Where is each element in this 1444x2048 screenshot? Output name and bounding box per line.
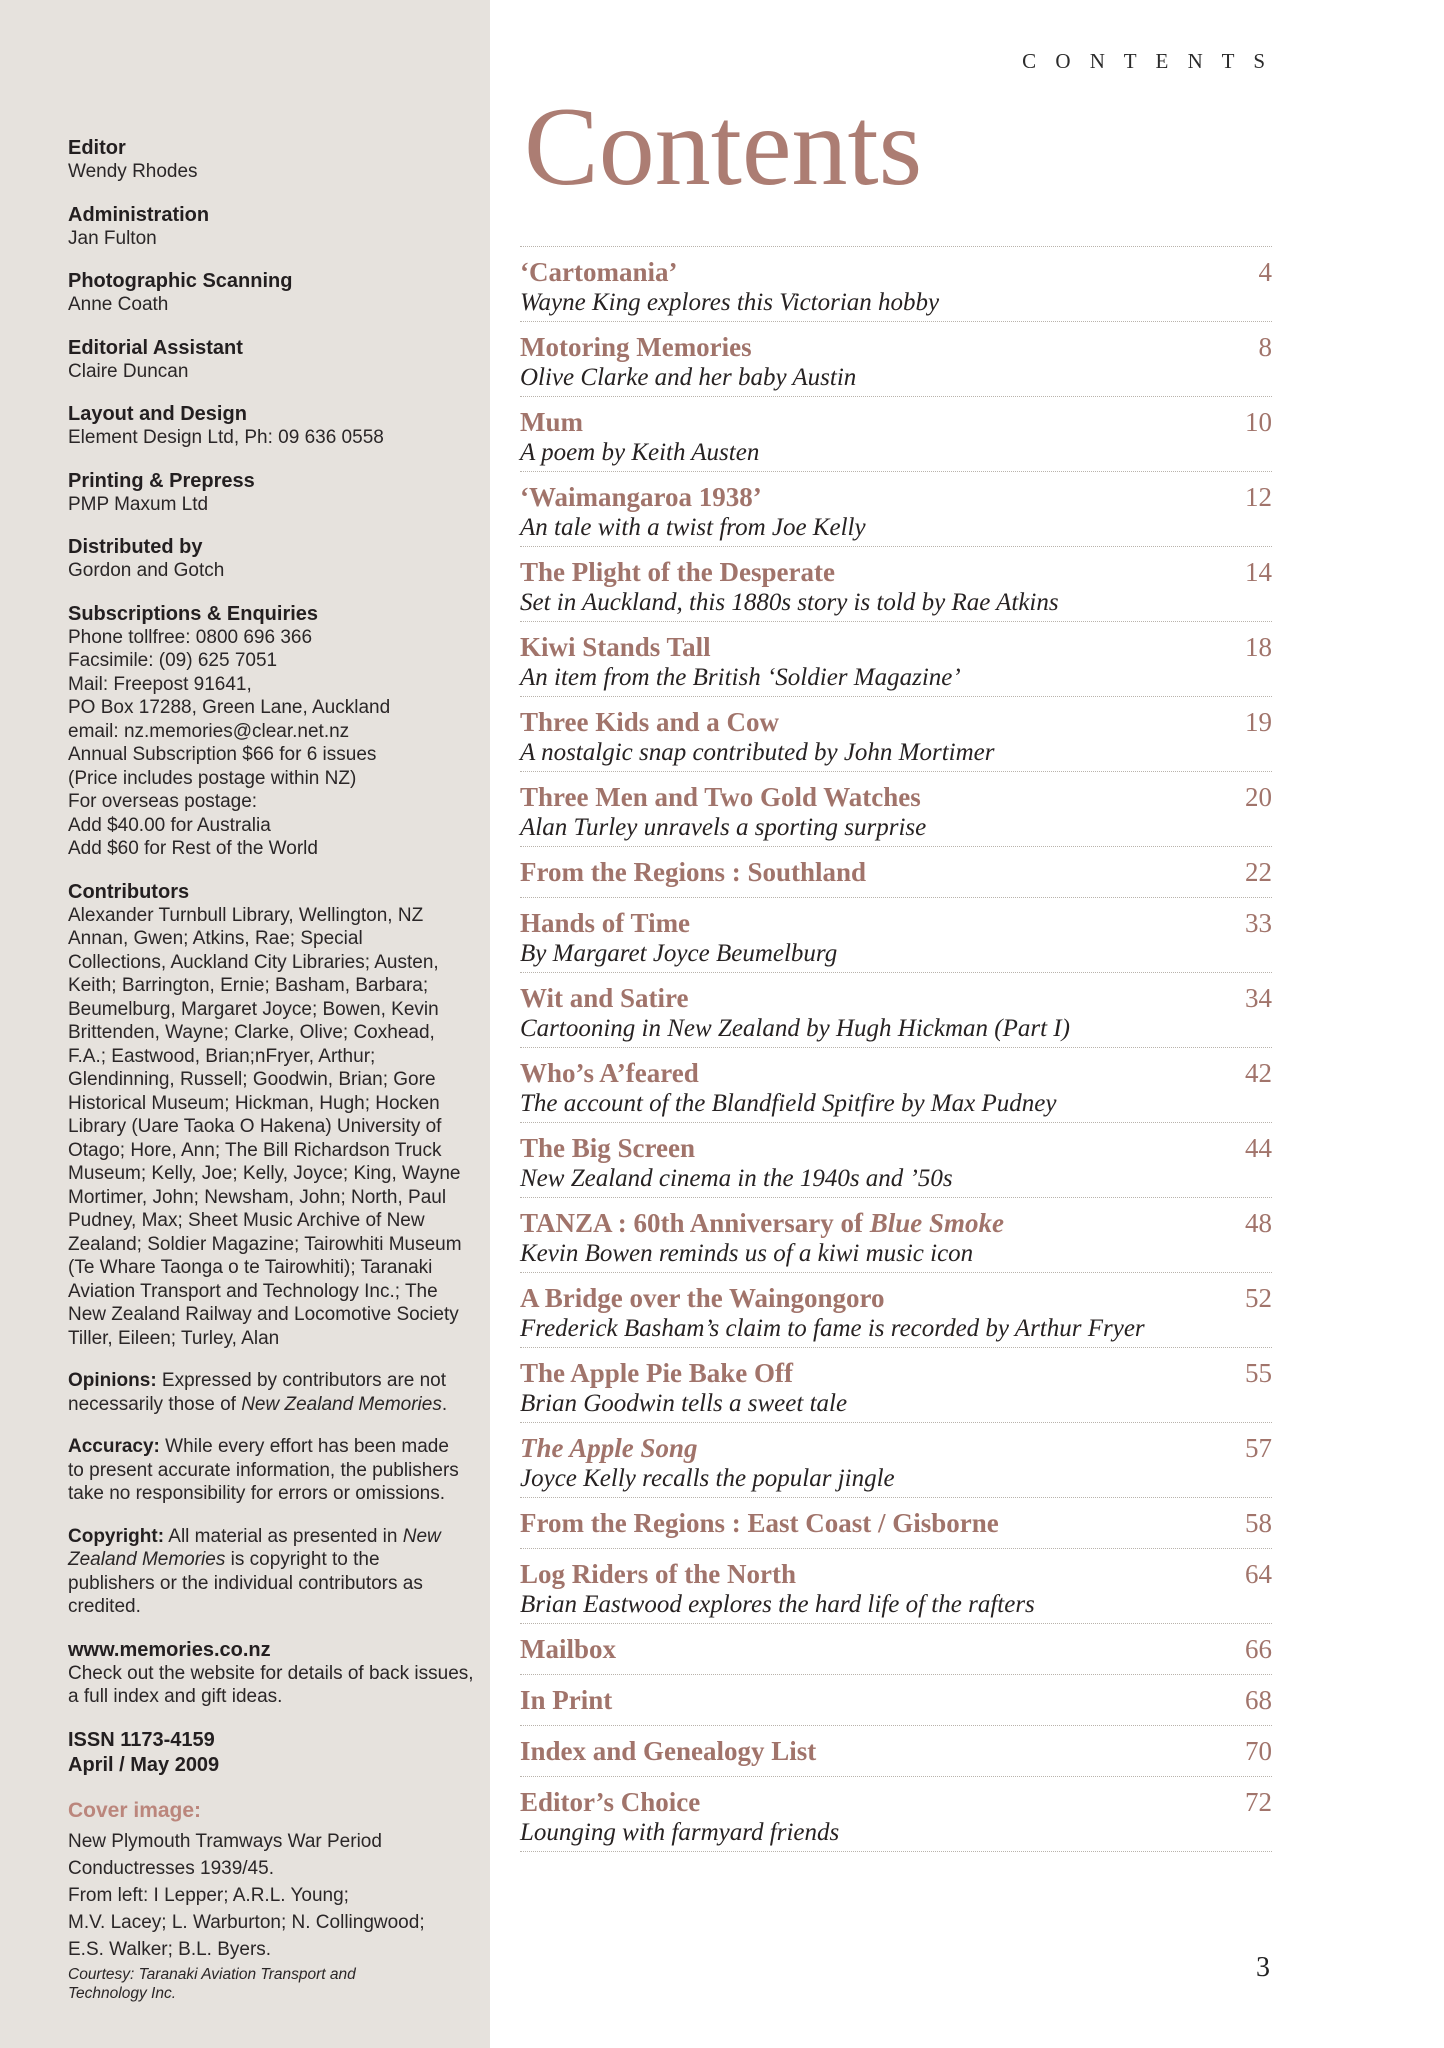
toc-entry-title-text: Mum	[520, 407, 583, 437]
cover-image-line: M.V. Lacey; L. Warburton; N. Collingwood;	[68, 1911, 425, 1933]
toc-entry-subtitle: Joyce Kelly recalls the popular jingle	[520, 1465, 895, 1492]
toc-entry-page-number: 68	[1245, 1685, 1272, 1715]
toc-entry-subtitle: Brian Goodwin tells a sweet tale	[520, 1390, 848, 1417]
notice	[68, 1435, 470, 1506]
toc-entry-row	[520, 1132, 1272, 1164]
toc-entry-row	[520, 481, 1272, 513]
toc-entry	[520, 1498, 1272, 1549]
toc-entry-page-number: 57	[1245, 1433, 1272, 1463]
toc-entry	[520, 1777, 1272, 1852]
masthead-line: Claire Duncan	[68, 360, 189, 382]
toc-entry	[520, 397, 1272, 472]
notice-text: All material as presented in	[164, 1525, 403, 1547]
website-line: Check out the website for details of back issues,	[68, 1662, 474, 1684]
toc-entry-row	[520, 1558, 1272, 1590]
masthead-line: For overseas postage:	[68, 791, 258, 812]
masthead-line: (Price includes postage within NZ)	[68, 767, 357, 789]
toc-entry-subtitle: A nostalgic snap contributed by John Mortimer	[520, 739, 995, 766]
masthead-heading: Subscriptions & Enquiries	[68, 602, 319, 625]
page-header-label: C O N T E N T S	[1022, 49, 1272, 73]
toc-entry-title	[520, 1282, 885, 1314]
masthead-line: email: nz.memories@clear.net.nz	[68, 720, 350, 742]
masthead-line: Annual Subscription $66 for 6 issues	[68, 744, 377, 765]
toc-entry-title	[520, 1057, 699, 1089]
masthead-line: Element Design Ltd, Ph: 09 636 0558	[68, 427, 384, 448]
toc-entry-subtitle: Olive Clarke and her baby Austin	[520, 364, 857, 391]
masthead	[68, 136, 470, 1350]
toc-entry-row	[520, 706, 1272, 738]
toc-entry	[520, 1348, 1272, 1423]
toc-entry-page-number: 20	[1245, 782, 1272, 812]
toc-entry-title	[520, 706, 779, 738]
masthead-line: Zealand; Soldier Magazine; Tairowhiti Museum	[68, 1233, 462, 1255]
issn: ISSN 1173-4159	[68, 1728, 215, 1751]
masthead-section	[68, 469, 470, 517]
toc-entry-title-text: Kiwi Stands Tall	[520, 632, 711, 662]
toc-entry-row	[520, 1207, 1272, 1239]
toc-entry-subtitle: Brian Eastwood explores the hard life of the rafters	[520, 1591, 1035, 1618]
toc-entry-title	[520, 1207, 1004, 1239]
toc-entry	[520, 547, 1272, 622]
toc-entry-subtitle: A poem by Keith Austen	[520, 439, 760, 466]
toc-entry-row	[520, 556, 1272, 588]
masthead-line: Facsimile: (09) 625 7051	[68, 650, 278, 671]
toc-entry-subtitle: Alan Turley unravels a sporting surprise	[520, 814, 927, 841]
toc-entry-page-number: 14	[1245, 557, 1272, 587]
masthead-line: Jan Fulton	[68, 227, 157, 249]
masthead-section	[68, 136, 470, 184]
notice-italic: New Zealand Memories	[68, 1525, 441, 1570]
cover-image-heading: Cover image:	[68, 1798, 202, 1822]
toc-entry	[520, 847, 1272, 898]
toc-entry-title	[520, 982, 689, 1014]
toc-entry	[520, 1675, 1272, 1726]
toc-entry	[520, 772, 1272, 847]
toc-entry-title	[520, 406, 583, 438]
toc-entry-row	[520, 631, 1272, 663]
toc-entry-title	[520, 1735, 816, 1767]
toc-entry-row	[520, 1282, 1272, 1314]
masthead-line: PO Box 17288, Green Lane, Auckland	[68, 697, 391, 718]
toc-entry	[520, 1198, 1272, 1273]
toc-entry-row	[520, 1735, 1272, 1767]
masthead-line: Brittenden, Wayne; Clarke, Olive; Coxhead,	[68, 1022, 435, 1043]
toc-entry-title-text: TANZA : 60th Anniversary of	[520, 1208, 870, 1238]
toc-entry	[520, 1123, 1272, 1198]
masthead-section	[68, 336, 470, 384]
toc-entry	[520, 1549, 1272, 1624]
website-line: a full index and gift ideas.	[68, 1686, 283, 1707]
toc-entry-subtitle: Lounging with farmyard friends	[520, 1819, 840, 1846]
toc-entry-subtitle: Set in Auckland, this 1880s story is told by Rae Atkins	[520, 589, 1059, 616]
masthead-line: Phone tollfree: 0800 696 366	[68, 626, 313, 648]
toc-entry-page-number: 33	[1245, 908, 1272, 938]
toc-entry	[520, 622, 1272, 697]
masthead-line: Collections, Auckland City Libraries; Austen,	[68, 951, 439, 973]
cover-image-lines	[68, 1828, 470, 1963]
toc-entry-subtitle: The account of the Blandfield Spitfire by Max Pudney	[520, 1090, 1057, 1117]
notice	[68, 1369, 470, 1416]
toc-entry-title-text: From the Regions : Southland	[520, 857, 867, 887]
toc-entry-row	[520, 331, 1272, 363]
toc-entry-page-number: 70	[1245, 1736, 1272, 1766]
toc-entry-page-number: 42	[1245, 1058, 1272, 1088]
toc-entry-title	[520, 556, 835, 588]
toc-entry-title	[520, 331, 752, 363]
toc-entry	[520, 322, 1272, 397]
masthead-line: Alexander Turnbull Library, Wellington, NZ	[68, 904, 424, 926]
toc-entry-subtitle: Kevin Bowen reminds us of a kiwi music icon	[520, 1240, 974, 1267]
toc-entry-row	[520, 1357, 1272, 1389]
toc-entry-title-text: Hands of Time	[520, 908, 691, 938]
toc-entry-subtitle: By Margaret Joyce Beumelburg	[520, 940, 838, 967]
masthead-line: Annan, Gwen; Atkins, Rae; Special	[68, 928, 363, 949]
toc-entry-title-text: The Plight of the Desperate	[520, 557, 835, 587]
masthead-line: Wendy Rhodes	[68, 161, 198, 182]
toc-main	[520, 0, 1272, 2048]
masthead-section	[68, 880, 470, 1351]
cover-image-courtesy: Courtesy: Taranaki Aviation Transport and Technology Inc.	[68, 1965, 356, 2002]
toc-entry-page-number: 19	[1245, 707, 1272, 737]
toc-entry-title-italic: Blue Smoke	[869, 1208, 1005, 1238]
toc-entry-title	[520, 1132, 695, 1164]
toc-entry	[520, 1624, 1272, 1675]
toc-entry	[520, 1423, 1272, 1498]
toc-entry-page-number: 10	[1245, 407, 1272, 437]
toc-entry-title-text: Three Men and Two Gold Watches	[520, 782, 921, 812]
toc-entry	[520, 973, 1272, 1048]
toc-entry-title-text: Editor’s Choice	[520, 1787, 701, 1817]
toc-entry-title	[520, 781, 921, 813]
toc-entry-page-number: 72	[1245, 1787, 1272, 1817]
website-heading: www.memories.co.nz	[68, 1638, 271, 1661]
toc-entry-row	[520, 1633, 1272, 1665]
toc-entry-row	[520, 406, 1272, 438]
toc-entry-row	[520, 256, 1272, 288]
masthead-line: Keith; Barrington, Ernie; Basham, Barbara;	[68, 975, 429, 996]
masthead-heading: Editor	[68, 137, 126, 159]
toc-entry-subtitle: Wayne King explores this Victorian hobby	[520, 289, 940, 316]
masthead-line: Tiller, Eileen; Turley, Alan	[68, 1327, 280, 1349]
notices	[68, 1369, 470, 1619]
toc-entry-subtitle: Frederick Basham’s claim to fame is recorded by Arthur Fryer	[520, 1315, 1145, 1342]
toc-entry-title-text: In Print	[520, 1685, 613, 1715]
toc-entry-title-text: Wit and Satire	[520, 983, 689, 1013]
website-lines	[68, 1662, 474, 1709]
page-title: Contents	[524, 85, 923, 209]
toc-entry-page-number: 8	[1258, 332, 1272, 362]
toc-entry-title	[520, 1633, 616, 1665]
toc-entry-title-text: The Apple Pie Bake Off	[520, 1358, 794, 1388]
toc-entry-title	[520, 481, 762, 513]
toc-entry-subtitle: An tale with a twist from Joe Kelly	[520, 514, 866, 541]
notice-italic: New Zealand Memories	[241, 1393, 442, 1415]
website-section	[68, 1638, 474, 1709]
toc-entry-title-text: Three Kids and a Cow	[520, 707, 780, 737]
toc-entry-title	[520, 631, 711, 663]
notice	[68, 1525, 470, 1619]
notice-text: .	[441, 1393, 448, 1415]
masthead-section	[68, 402, 470, 450]
toc-entry-row	[520, 1432, 1272, 1464]
toc-entry	[520, 1273, 1272, 1348]
masthead-line: F.A.; Eastwood, Brian;nFryer, Arthur;	[68, 1045, 376, 1067]
toc-entry-row	[520, 1057, 1272, 1089]
masthead-line: Pudney, Max; Sheet Music Archive of New	[68, 1210, 425, 1231]
toc-entry-title	[520, 1507, 999, 1539]
notice-label: Copyright:	[68, 1525, 165, 1547]
toc-entry-title-text: Log Riders of the North	[520, 1559, 796, 1589]
toc-entry-title	[520, 1432, 698, 1464]
toc-entry-title	[520, 1357, 793, 1389]
toc-entry-title-text: Who’s A’feared	[520, 1058, 699, 1088]
cover-image-section	[68, 1798, 470, 2003]
notice-text: While every effort has been made to present accurate information, the publishers take no responsibility for errors or omissions.	[68, 1436, 459, 1504]
masthead-line: Library (Uare Taoka O Hakena) University of	[68, 1116, 442, 1137]
toc-entry	[520, 1726, 1272, 1777]
toc-entry-page-number: 64	[1245, 1559, 1272, 1589]
masthead-line: Beumelburg, Margaret Joyce; Bowen, Kevin	[68, 998, 439, 1020]
toc-entry-page-number: 18	[1245, 632, 1272, 662]
toc-entry-page-number: 44	[1245, 1133, 1272, 1163]
masthead-line: New Zealand Railway and Locomotive Society	[68, 1304, 459, 1325]
toc-entry-title-italic: The Apple Song	[520, 1433, 698, 1463]
masthead-heading: Administration	[68, 203, 210, 226]
toc-entry	[520, 472, 1272, 547]
masthead-line: Otago; Hore, Ann; The Bill Richardson Truck	[68, 1139, 442, 1161]
toc-entry-title-text: Motoring Memories	[520, 332, 752, 362]
sidebar	[0, 0, 490, 2048]
toc-entry-page-number: 55	[1245, 1358, 1272, 1388]
masthead-line: Add $40.00 for Australia	[68, 814, 271, 836]
toc-entry-title	[520, 856, 866, 888]
toc-entry	[520, 898, 1272, 973]
toc-entry-page-number: 22	[1245, 857, 1272, 887]
cover-image-line: New Plymouth Tramways War Period	[68, 1830, 382, 1852]
toc-entry-page-number: 52	[1245, 1283, 1272, 1313]
masthead-line: Mail: Freepost 91641,	[68, 673, 252, 695]
toc-entry-row	[520, 907, 1272, 939]
toc-entry-page-number: 48	[1245, 1208, 1272, 1238]
toc-entry-title-text: The Big Screen	[520, 1133, 695, 1163]
issn-block	[68, 1728, 470, 1778]
masthead-line: Glendinning, Russell; Goodwin, Brian; Gore	[68, 1069, 436, 1090]
toc-entry-row	[520, 1684, 1272, 1716]
toc-entry-title-text: A Bridge over the Waingongoro	[520, 1283, 885, 1313]
toc-entry-title-text: From the Regions : East Coast / Gisborne	[520, 1508, 999, 1538]
masthead-line: Anne Coath	[68, 294, 169, 315]
toc-entry-title	[520, 256, 677, 288]
toc-entry-row	[520, 982, 1272, 1014]
toc-entry-subtitle: Cartooning in New Zealand by Hugh Hickman (Part I)	[520, 1015, 1070, 1042]
masthead-section	[68, 269, 470, 317]
toc-entry-row	[520, 1786, 1272, 1818]
masthead-line: Mortimer, John; Newsham, John; North, Paul	[68, 1186, 447, 1208]
masthead-line: Museum; Kelly, Joe; Kelly, Joyce; King, Wayne	[68, 1163, 461, 1184]
toc-entry-title-text: Mailbox	[520, 1634, 617, 1664]
toc-entry-title	[520, 1558, 796, 1590]
cover-image-line: E.S. Walker; B.L. Byers.	[68, 1938, 272, 1960]
toc-entry-row	[520, 1507, 1272, 1539]
toc-entry-title	[520, 1786, 700, 1818]
notice-label: Accuracy:	[68, 1436, 160, 1457]
toc-entry-page-number: 58	[1245, 1508, 1272, 1538]
masthead-line: Add $60 for Rest of the World	[68, 838, 318, 859]
toc-entry-title-text: ‘Cartomania’	[520, 257, 678, 287]
toc-entry	[520, 697, 1272, 772]
toc-entry-subtitle: An item from the British ‘Soldier Magazine’	[520, 664, 961, 691]
masthead-line: Aviation Transport and Technology Inc.; The	[68, 1280, 438, 1302]
masthead-line: Gordon and Gotch	[68, 560, 225, 581]
masthead-section	[68, 203, 470, 251]
notice-text: is copyright to the publishers or the individual contributors as credited.	[68, 1549, 423, 1617]
toc-entry	[520, 247, 1272, 322]
toc-entry-page-number: 66	[1245, 1634, 1272, 1664]
toc-entry-title-text: ‘Waimangaroa 1938’	[520, 482, 762, 512]
page-number: 3	[1256, 1952, 1270, 1983]
masthead-heading: Photographic Scanning	[68, 270, 293, 292]
toc-entry-title-text: Index and Genealogy List	[520, 1736, 817, 1766]
toc-entry-row	[520, 781, 1272, 813]
toc-entry	[520, 1048, 1272, 1123]
masthead-line: PMP Maxum Ltd	[68, 493, 209, 515]
toc-entry-page-number: 4	[1258, 257, 1272, 287]
masthead-section	[68, 602, 470, 861]
cover-image-line: From left: I Lepper; A.R.L. Young;	[68, 1884, 349, 1906]
toc-entry-title	[520, 907, 690, 939]
notice-text: Expressed by contributors are not necessarily those of	[68, 1370, 447, 1415]
issue-date: April / May 2009	[68, 1753, 220, 1776]
toc-entry-page-number: 34	[1245, 983, 1272, 1013]
masthead-heading: Contributors	[68, 880, 190, 903]
masthead-heading: Layout and Design	[68, 403, 247, 425]
toc-entry-page-number: 12	[1245, 482, 1272, 512]
masthead-heading: Editorial Assistant	[68, 336, 243, 359]
toc-list	[520, 246, 1272, 1852]
masthead-line: (Te Whare Taonga o te Tairowhiti); Taranaki	[68, 1257, 433, 1278]
notice-label: Opinions:	[68, 1370, 157, 1391]
masthead-line: Historical Museum; Hickman, Hugh; Hocken	[68, 1092, 440, 1114]
masthead-heading: Printing & Prepress	[68, 469, 255, 492]
toc-entry-title	[520, 1684, 612, 1716]
masthead-heading: Distributed by	[68, 536, 203, 558]
toc-entry-subtitle: New Zealand cinema in the 1940s and ’50s	[520, 1165, 953, 1192]
masthead-section	[68, 535, 470, 583]
cover-image-line: Conductresses 1939/45.	[68, 1857, 274, 1879]
toc-entry-row	[520, 856, 1272, 888]
